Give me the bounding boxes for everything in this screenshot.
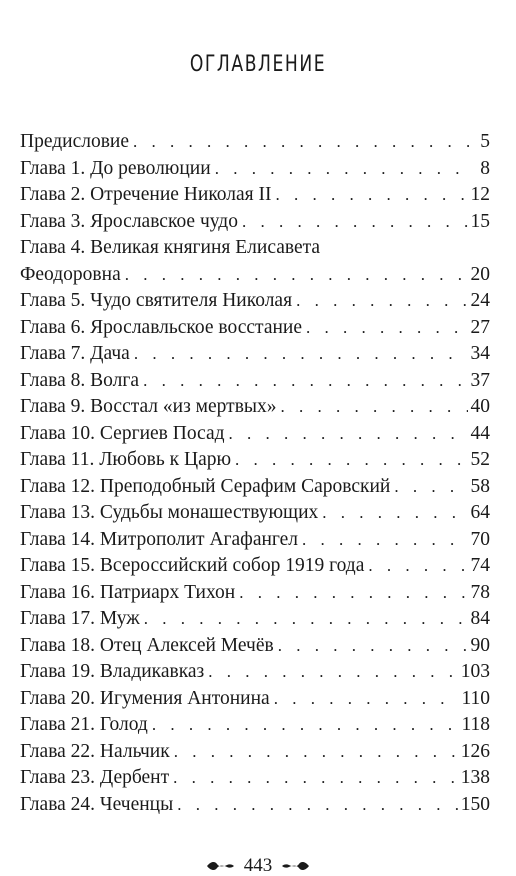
toc-entry xyxy=(20,659,490,686)
toc-entry-title: Глава 13. Судьбы монашествующих xyxy=(20,502,319,523)
toc-entry xyxy=(20,368,490,395)
dot-leader xyxy=(133,129,469,156)
dot-leader xyxy=(274,686,459,713)
toc-entry xyxy=(20,580,490,607)
toc-entry xyxy=(20,633,490,660)
toc-entry xyxy=(20,686,490,713)
toc-entry-page: 126 xyxy=(460,740,490,762)
toc-entry xyxy=(20,156,490,183)
dot-leader xyxy=(208,659,457,686)
toc-entry-page: 58 xyxy=(470,475,490,497)
dot-leader xyxy=(143,368,467,395)
toc-entry xyxy=(20,500,490,527)
dot-leader xyxy=(368,553,467,580)
toc-entry-title: Глава 8. Волга xyxy=(20,369,140,391)
toc-entry-title: Глава 21. Голод xyxy=(20,714,148,735)
toc-entry-page: 52 xyxy=(470,449,490,470)
toc-entry xyxy=(20,474,490,501)
page-title: ОГЛАВЛЕНИЕ xyxy=(189,52,327,77)
toc-entry-title: Глава 12. Преподобный Серафим Саровский xyxy=(20,475,391,497)
toc-entry-title: Глава 22. Нальчик xyxy=(20,740,170,762)
toc-entry-page: 44 xyxy=(470,422,490,444)
toc-entry xyxy=(20,447,490,474)
toc-entry xyxy=(20,712,490,739)
toc-entry-title: Глава 9. Восстал «из мертвых» xyxy=(20,396,277,417)
page-footer xyxy=(0,855,516,875)
page-number: 443 xyxy=(243,855,273,876)
dot-leader xyxy=(125,262,468,289)
toc-entry xyxy=(20,129,490,156)
toc-entry-title: Глава 19. Владикавказ xyxy=(20,661,205,682)
toc-entry-page: 74 xyxy=(470,555,490,576)
toc-entry xyxy=(20,792,490,819)
toc-entry-page: 90 xyxy=(470,634,490,656)
toc-entry-page: 8 xyxy=(480,157,490,179)
toc-entry-page: 103 xyxy=(460,661,490,682)
toc-entry-title: Глава 24. Чеченцы xyxy=(20,793,174,815)
toc-entry xyxy=(20,606,490,633)
toc-entry-title: Глава 2. Отречение Николая II xyxy=(20,184,272,205)
dot-leader xyxy=(173,765,458,792)
toc-entry-page: 27 xyxy=(470,316,490,338)
toc-entry-page: 150 xyxy=(460,793,490,815)
toc-entry-page: 15 xyxy=(470,210,490,232)
dot-leader xyxy=(302,527,467,554)
toc-entry xyxy=(20,341,490,368)
toc-entry-page: 34 xyxy=(470,343,490,364)
dot-leader xyxy=(239,580,467,607)
toc-entry-title: Глава 20. Игумения Антонина xyxy=(20,687,270,709)
dot-leader xyxy=(322,500,467,527)
scroll-ornament-icon xyxy=(281,856,311,875)
dot-leader xyxy=(134,341,468,368)
dot-leader xyxy=(276,182,468,209)
toc-entry xyxy=(20,739,490,766)
toc-entry-title: Феодоровна xyxy=(20,263,121,285)
toc-entry-page: 70 xyxy=(470,528,490,550)
dot-leader xyxy=(152,712,459,739)
toc-entry-page: 40 xyxy=(470,396,490,417)
toc-entry-title: Глава 3. Ярославское чудо xyxy=(20,210,238,232)
toc-entry-title: Глава 4. Великая княгиня Елисавета xyxy=(20,237,321,258)
dot-leader xyxy=(306,315,468,342)
toc-entry xyxy=(20,421,490,448)
toc-entry-page: 12 xyxy=(470,184,490,205)
toc-entry-page: 78 xyxy=(470,581,490,603)
toc-entry-title: Глава 5. Чудо святителя Николая xyxy=(20,290,293,311)
toc-entry-page: 138 xyxy=(460,767,490,788)
toc-entry-page: 20 xyxy=(470,263,490,285)
dot-leader xyxy=(174,739,458,766)
toc-entry-title: Глава 18. Отец Алексей Мечёв xyxy=(20,634,274,656)
dot-leader xyxy=(229,421,468,448)
toc-entry-page: 24 xyxy=(470,290,490,311)
toc-entry-title: Глава 16. Патриарх Тихон xyxy=(20,581,236,603)
toc-entry xyxy=(20,235,490,262)
toc-entry xyxy=(20,262,490,289)
dot-leader xyxy=(281,394,468,421)
toc-entry-title: Глава 14. Митрополит Агафангел xyxy=(20,528,299,550)
toc-entry xyxy=(20,315,490,342)
dot-leader xyxy=(177,792,458,819)
table-of-contents xyxy=(20,129,490,818)
dot-leader xyxy=(144,606,468,633)
toc-entry xyxy=(20,182,490,209)
toc-entry-page: 5 xyxy=(480,131,490,152)
toc-entry-title: Глава 23. Дербент xyxy=(20,767,170,788)
toc-entry-title: Глава 7. Дача xyxy=(20,343,130,364)
toc-entry-title: Глава 6. Ярославльское восстание xyxy=(20,316,302,338)
toc-entry-page: 64 xyxy=(470,502,490,523)
scroll-ornament-icon xyxy=(205,856,235,875)
toc-entry-page: 118 xyxy=(461,714,490,735)
toc-entry-title: Глава 17. Муж xyxy=(20,608,140,629)
toc-entry xyxy=(20,553,490,580)
toc-entry-page: 37 xyxy=(470,369,490,391)
dot-leader xyxy=(278,633,468,660)
toc-entry xyxy=(20,394,490,421)
toc-entry-title: Глава 10. Сергиев Посад xyxy=(20,422,225,444)
dot-leader xyxy=(394,474,467,501)
toc-entry-page: 84 xyxy=(470,608,490,629)
toc-entry xyxy=(20,209,490,236)
toc-entry xyxy=(20,288,490,315)
dot-leader xyxy=(235,447,467,474)
dot-leader xyxy=(242,209,468,236)
toc-entry-title: Глава 1. До революции xyxy=(20,157,211,179)
toc-entry-page: 110 xyxy=(461,687,490,709)
toc-entry-title: Глава 11. Любовь к Царю xyxy=(20,449,232,470)
dot-leader xyxy=(296,288,467,315)
toc-entry-title: Предисловие xyxy=(20,131,130,152)
toc-entry xyxy=(20,527,490,554)
toc-entry xyxy=(20,765,490,792)
toc-entry-title: Глава 15. Всероссийский собор 1919 года xyxy=(20,555,365,576)
dot-leader xyxy=(215,156,469,183)
